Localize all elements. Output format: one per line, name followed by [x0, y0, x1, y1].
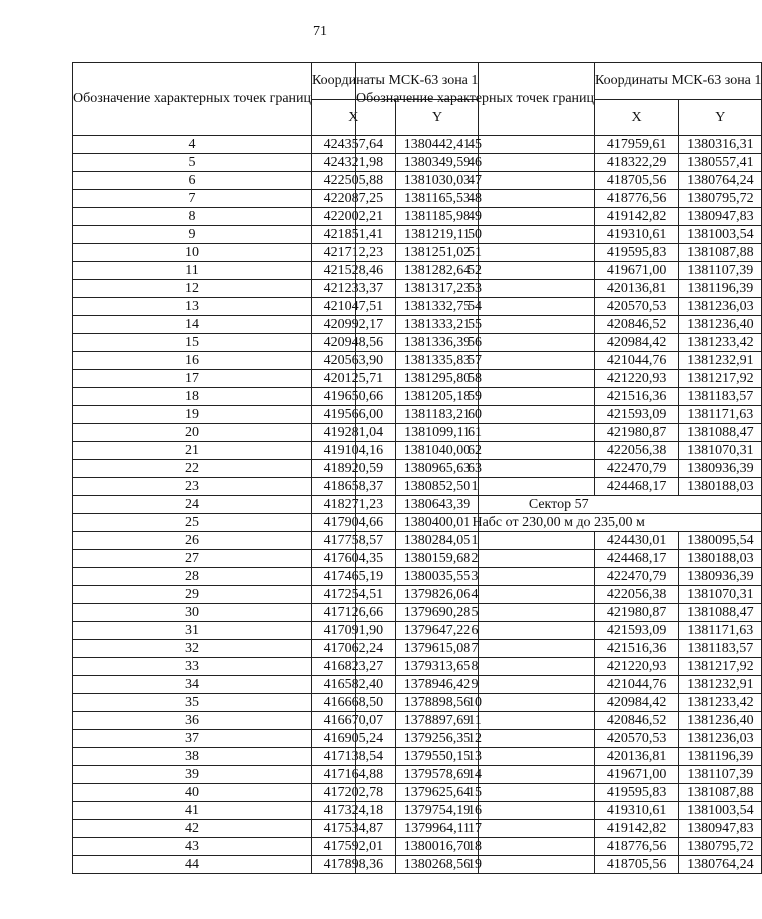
x-coordinate-cell: 419142,82 — [595, 820, 679, 838]
point-number-cell: 6 — [73, 172, 312, 190]
y-coordinate-cell: 1381003,54 — [679, 802, 762, 820]
table-row — [356, 784, 762, 802]
x-coordinate-cell: 417062,24 — [312, 640, 396, 658]
point-number-cell: 4 — [73, 136, 312, 154]
x-coordinate-cell: 419281,04 — [312, 424, 396, 442]
point-number-cell: 29 — [73, 586, 312, 604]
y-coordinate-cell: 1380764,24 — [679, 172, 762, 190]
x-coordinate-cell: 419142,82 — [595, 208, 679, 226]
point-number-cell: 7 — [356, 640, 595, 658]
y-coordinate-cell: 1379550,15 — [395, 748, 479, 766]
y-coordinate-cell: 1379690,28 — [395, 604, 479, 622]
y-coordinate-cell: 1380188,03 — [679, 478, 762, 496]
y-coordinate-cell: 1381332,75 — [395, 298, 479, 316]
x-coordinate-cell: 417324,18 — [312, 802, 396, 820]
x-coordinate-cell: 419671,00 — [595, 262, 679, 280]
point-number-cell: 55 — [356, 316, 595, 334]
point-number-cell: 3 — [356, 568, 595, 586]
y-coordinate-cell: 1379256,35 — [395, 730, 479, 748]
y-coordinate-cell: 1380947,83 — [679, 820, 762, 838]
x-coordinate-cell: 424357,64 — [312, 136, 396, 154]
y-coordinate-cell: 1379313,65 — [395, 658, 479, 676]
x-coordinate-cell: 421712,23 — [312, 244, 396, 262]
x-coordinate-cell: 420570,53 — [595, 730, 679, 748]
x-coordinate-cell: 417164,88 — [312, 766, 396, 784]
y-coordinate-cell: 1381236,03 — [679, 298, 762, 316]
y-coordinate-cell: 1380764,24 — [679, 856, 762, 874]
point-number-cell: 8 — [73, 208, 312, 226]
x-coordinate-cell: 419595,83 — [595, 244, 679, 262]
y-column-header: Y — [395, 100, 479, 136]
point-number-cell: 37 — [73, 730, 312, 748]
point-number-cell: 54 — [356, 298, 595, 316]
y-coordinate-cell: 1381282,64 — [395, 262, 479, 280]
y-coordinate-cell: 1381217,92 — [679, 370, 762, 388]
x-column-header: X — [312, 100, 396, 136]
x-coordinate-cell: 417126,66 — [312, 604, 396, 622]
point-number-cell: 2 — [356, 550, 595, 568]
y-coordinate-cell: 1380442,41 — [395, 136, 479, 154]
coordinates-table-right — [355, 62, 762, 874]
x-coordinate-cell: 416582,40 — [312, 676, 396, 694]
right-table-body — [356, 136, 762, 874]
point-number-cell: 16 — [356, 802, 595, 820]
y-coordinate-cell: 1380095,54 — [679, 532, 762, 550]
point-number-cell: 13 — [356, 748, 595, 766]
y-coordinate-cell: 1381030,03 — [395, 172, 479, 190]
point-number-cell: 42 — [73, 820, 312, 838]
x-coordinate-cell: 417959,61 — [595, 136, 679, 154]
x-coordinate-cell: 420136,81 — [595, 280, 679, 298]
y-coordinate-cell: 1381236,03 — [679, 730, 762, 748]
point-number-cell: 15 — [73, 334, 312, 352]
y-coordinate-cell: 1378946,42 — [395, 676, 479, 694]
table-row — [356, 424, 762, 442]
point-number-cell: 20 — [73, 424, 312, 442]
table-row — [356, 676, 762, 694]
x-coordinate-cell: 417202,78 — [312, 784, 396, 802]
y-coordinate-cell: 1380268,56 — [395, 856, 479, 874]
point-number-cell: 56 — [356, 334, 595, 352]
point-number-cell: 36 — [73, 712, 312, 730]
table-row — [356, 586, 762, 604]
table-row — [356, 658, 762, 676]
table-row — [356, 766, 762, 784]
point-number-cell: 22 — [73, 460, 312, 478]
x-coordinate-cell: 421220,93 — [595, 658, 679, 676]
x-coordinate-cell: 422470,79 — [595, 568, 679, 586]
table-row — [356, 604, 762, 622]
x-coordinate-cell: 421516,36 — [595, 388, 679, 406]
y-coordinate-cell: 1380400,01 — [395, 514, 479, 532]
point-number-cell: 1 — [356, 478, 595, 496]
point-number-cell: 35 — [73, 694, 312, 712]
x-coordinate-cell: 418271,23 — [312, 496, 396, 514]
point-number-cell: 21 — [73, 442, 312, 460]
table-row — [356, 172, 762, 190]
point-number-cell: 11 — [73, 262, 312, 280]
point-number-cell: 28 — [73, 568, 312, 586]
table-row — [356, 136, 762, 154]
y-coordinate-cell: 1378898,56 — [395, 694, 479, 712]
y-coordinate-cell: 1381219,11 — [395, 226, 479, 244]
point-number-cell: 25 — [73, 514, 312, 532]
x-coordinate-cell: 420992,17 — [312, 316, 396, 334]
point-number-cell: 39 — [73, 766, 312, 784]
table-row — [356, 640, 762, 658]
y-coordinate-cell: 1380795,72 — [679, 838, 762, 856]
point-number-cell: 7 — [73, 190, 312, 208]
point-number-cell: 57 — [356, 352, 595, 370]
point-number-cell: 58 — [356, 370, 595, 388]
y-coordinate-cell: 1380188,03 — [679, 550, 762, 568]
x-coordinate-cell: 424430,01 — [595, 532, 679, 550]
x-coordinate-cell: 422087,25 — [312, 190, 396, 208]
sector-subtitle-row — [356, 514, 762, 532]
point-number-cell: 31 — [73, 622, 312, 640]
x-coordinate-cell: 421528,46 — [312, 262, 396, 280]
point-number-cell: 15 — [356, 784, 595, 802]
point-number-cell: 5 — [73, 154, 312, 172]
sector-title-row — [356, 496, 762, 514]
table-row — [356, 442, 762, 460]
table-row — [356, 568, 762, 586]
x-coordinate-cell: 421044,76 — [595, 676, 679, 694]
x-coordinate-cell: 419671,00 — [595, 766, 679, 784]
x-coordinate-cell: 421516,36 — [595, 640, 679, 658]
x-coordinate-cell: 424468,17 — [595, 478, 679, 496]
point-number-cell: 9 — [73, 226, 312, 244]
y-coordinate-cell: 1379647,22 — [395, 622, 479, 640]
y-coordinate-cell: 1380035,55 — [395, 568, 479, 586]
point-column-header: Обозначение характерных точек границ — [73, 63, 312, 136]
point-number-cell: 5 — [356, 604, 595, 622]
x-coordinate-cell: 417465,19 — [312, 568, 396, 586]
x-coordinate-cell: 419104,16 — [312, 442, 396, 460]
y-coordinate-cell: 1379625,64 — [395, 784, 479, 802]
y-coordinate-cell: 1379826,06 — [395, 586, 479, 604]
sector-subtitle: Набс от 230,00 м до 235,00 м — [356, 514, 762, 532]
x-coordinate-cell: 422002,21 — [312, 208, 396, 226]
x-coordinate-cell: 422056,38 — [595, 442, 679, 460]
x-coordinate-cell: 417254,51 — [312, 586, 396, 604]
x-coordinate-cell: 417904,66 — [312, 514, 396, 532]
y-coordinate-cell: 1381183,57 — [679, 640, 762, 658]
x-coordinate-cell: 419595,83 — [595, 784, 679, 802]
coordinates-column-header: Координаты МСК-63 зона 1 — [595, 63, 762, 100]
y-coordinate-cell: 1381317,23 — [395, 280, 479, 298]
y-coordinate-cell: 1381107,39 — [679, 766, 762, 784]
y-coordinate-cell: 1380159,68 — [395, 550, 479, 568]
table-row — [356, 280, 762, 298]
x-coordinate-cell: 418776,56 — [595, 190, 679, 208]
y-coordinate-cell: 1381003,54 — [679, 226, 762, 244]
x-coordinate-cell: 421851,41 — [312, 226, 396, 244]
y-coordinate-cell: 1381087,88 — [679, 784, 762, 802]
point-number-cell: 14 — [73, 316, 312, 334]
y-coordinate-cell: 1381040,00 — [395, 442, 479, 460]
y-coordinate-cell: 1381088,47 — [679, 604, 762, 622]
y-coordinate-cell: 1380947,83 — [679, 208, 762, 226]
x-coordinate-cell: 418705,56 — [595, 172, 679, 190]
point-number-cell: 6 — [356, 622, 595, 640]
x-coordinate-cell: 418322,29 — [595, 154, 679, 172]
x-coordinate-cell: 420984,42 — [595, 694, 679, 712]
table-row — [356, 388, 762, 406]
y-coordinate-cell: 1381336,39 — [395, 334, 479, 352]
x-coordinate-cell: 420136,81 — [595, 748, 679, 766]
table-row — [356, 406, 762, 424]
point-number-cell: 12 — [73, 280, 312, 298]
y-coordinate-cell: 1381185,98 — [395, 208, 479, 226]
x-coordinate-cell: 421233,37 — [312, 280, 396, 298]
y-coordinate-cell: 1381088,47 — [679, 424, 762, 442]
point-number-cell: 52 — [356, 262, 595, 280]
point-number-cell: 16 — [73, 352, 312, 370]
x-coordinate-cell: 420846,52 — [595, 712, 679, 730]
x-coordinate-cell: 417592,01 — [312, 838, 396, 856]
point-number-cell: 47 — [356, 172, 595, 190]
y-coordinate-cell: 1381087,88 — [679, 244, 762, 262]
table-row — [356, 334, 762, 352]
y-coordinate-cell: 1381099,11 — [395, 424, 479, 442]
y-coordinate-cell: 1381107,39 — [679, 262, 762, 280]
y-coordinate-cell: 1381233,42 — [679, 694, 762, 712]
point-number-cell: 11 — [356, 712, 595, 730]
x-coordinate-cell: 416668,50 — [312, 694, 396, 712]
x-coordinate-cell: 421044,76 — [595, 352, 679, 370]
y-coordinate-cell: 1381335,83 — [395, 352, 479, 370]
y-coordinate-cell: 1381183,57 — [679, 388, 762, 406]
point-number-cell: 19 — [356, 856, 595, 874]
point-number-cell: 19 — [73, 406, 312, 424]
x-column-header: X — [595, 100, 679, 136]
y-coordinate-cell: 1381251,02 — [395, 244, 479, 262]
table-row — [356, 460, 762, 478]
y-coordinate-cell: 1380852,50 — [395, 478, 479, 496]
y-coordinate-cell: 1381205,18 — [395, 388, 479, 406]
y-coordinate-cell: 1381196,39 — [679, 280, 762, 298]
x-coordinate-cell: 417091,90 — [312, 622, 396, 640]
x-coordinate-cell: 418705,56 — [595, 856, 679, 874]
x-coordinate-cell: 424321,98 — [312, 154, 396, 172]
coordinates-column-header: Координаты МСК-63 зона 1 — [312, 63, 479, 100]
y-coordinate-cell: 1378897,69 — [395, 712, 479, 730]
y-coordinate-cell: 1381232,91 — [679, 352, 762, 370]
x-coordinate-cell: 420984,42 — [595, 334, 679, 352]
x-coordinate-cell: 416670,07 — [312, 712, 396, 730]
y-coordinate-cell: 1381070,31 — [679, 442, 762, 460]
point-number-cell: 45 — [356, 136, 595, 154]
x-coordinate-cell: 421980,87 — [595, 604, 679, 622]
point-number-cell: 46 — [356, 154, 595, 172]
y-coordinate-cell: 1381171,63 — [679, 406, 762, 424]
table-row — [356, 190, 762, 208]
y-coordinate-cell: 1380936,39 — [679, 568, 762, 586]
point-number-cell: 62 — [356, 442, 595, 460]
table-row — [356, 622, 762, 640]
x-coordinate-cell: 416905,24 — [312, 730, 396, 748]
x-coordinate-cell: 421980,87 — [595, 424, 679, 442]
table-row — [356, 856, 762, 874]
point-column-header: Обозначение характерных точек границ — [356, 63, 595, 136]
y-coordinate-cell: 1381333,21 — [395, 316, 479, 334]
point-number-cell: 17 — [73, 370, 312, 388]
x-coordinate-cell: 417534,87 — [312, 820, 396, 838]
point-number-cell: 59 — [356, 388, 595, 406]
table-row — [356, 262, 762, 280]
point-number-cell: 12 — [356, 730, 595, 748]
x-coordinate-cell: 419310,61 — [595, 802, 679, 820]
point-number-cell: 8 — [356, 658, 595, 676]
point-number-cell: 26 — [73, 532, 312, 550]
x-coordinate-cell: 421047,51 — [312, 298, 396, 316]
table-row — [356, 820, 762, 838]
point-number-cell: 27 — [73, 550, 312, 568]
table-row — [356, 712, 762, 730]
y-coordinate-cell: 1380284,05 — [395, 532, 479, 550]
point-number-cell: 50 — [356, 226, 595, 244]
y-coordinate-cell: 1381183,21 — [395, 406, 479, 424]
x-coordinate-cell: 419310,61 — [595, 226, 679, 244]
point-number-cell: 13 — [73, 298, 312, 316]
x-coordinate-cell: 422505,88 — [312, 172, 396, 190]
point-number-cell: 51 — [356, 244, 595, 262]
y-coordinate-cell: 1379964,11 — [395, 820, 479, 838]
x-coordinate-cell: 422056,38 — [595, 586, 679, 604]
point-number-cell: 34 — [73, 676, 312, 694]
y-coordinate-cell: 1381217,92 — [679, 658, 762, 676]
table-row — [356, 352, 762, 370]
table-row — [356, 154, 762, 172]
x-coordinate-cell: 417898,36 — [312, 856, 396, 874]
table-row — [356, 694, 762, 712]
x-coordinate-cell: 421593,09 — [595, 406, 679, 424]
y-coordinate-cell: 1381165,53 — [395, 190, 479, 208]
table-row — [356, 838, 762, 856]
x-coordinate-cell: 420563,90 — [312, 352, 396, 370]
table-row — [356, 550, 762, 568]
x-coordinate-cell: 421593,09 — [595, 622, 679, 640]
y-coordinate-cell: 1381233,42 — [679, 334, 762, 352]
x-coordinate-cell: 416823,27 — [312, 658, 396, 676]
y-coordinate-cell: 1381196,39 — [679, 748, 762, 766]
x-coordinate-cell: 417604,35 — [312, 550, 396, 568]
point-number-cell: 1 — [356, 532, 595, 550]
y-column-header: Y — [679, 100, 762, 136]
y-coordinate-cell: 1379578,69 — [395, 766, 479, 784]
point-number-cell: 23 — [73, 478, 312, 496]
table-row — [356, 298, 762, 316]
x-coordinate-cell: 420570,53 — [595, 298, 679, 316]
table-row — [356, 802, 762, 820]
point-number-cell: 53 — [356, 280, 595, 298]
x-coordinate-cell: 418776,56 — [595, 838, 679, 856]
point-number-cell: 10 — [73, 244, 312, 262]
table-row — [356, 748, 762, 766]
point-number-cell: 60 — [356, 406, 595, 424]
point-number-cell: 49 — [356, 208, 595, 226]
x-coordinate-cell: 419566,00 — [312, 406, 396, 424]
point-number-cell: 10 — [356, 694, 595, 712]
y-coordinate-cell: 1381295,80 — [395, 370, 479, 388]
y-coordinate-cell: 1380795,72 — [679, 190, 762, 208]
y-coordinate-cell: 1380316,31 — [679, 136, 762, 154]
y-coordinate-cell: 1380557,41 — [679, 154, 762, 172]
table-row — [356, 226, 762, 244]
point-number-cell: 32 — [73, 640, 312, 658]
point-number-cell: 63 — [356, 460, 595, 478]
y-coordinate-cell: 1381236,40 — [679, 316, 762, 334]
y-coordinate-cell: 1381171,63 — [679, 622, 762, 640]
point-number-cell: 4 — [356, 586, 595, 604]
y-coordinate-cell: 1381070,31 — [679, 586, 762, 604]
table-row — [356, 478, 762, 496]
table-row — [356, 244, 762, 262]
table-row — [356, 316, 762, 334]
x-coordinate-cell: 418920,59 — [312, 460, 396, 478]
point-number-cell: 17 — [356, 820, 595, 838]
x-coordinate-cell: 420948,56 — [312, 334, 396, 352]
point-number-cell: 40 — [73, 784, 312, 802]
y-coordinate-cell: 1381236,40 — [679, 712, 762, 730]
point-number-cell: 14 — [356, 766, 595, 784]
y-coordinate-cell: 1380965,63 — [395, 460, 479, 478]
point-number-cell: 24 — [73, 496, 312, 514]
point-number-cell: 33 — [73, 658, 312, 676]
point-number-cell: 38 — [73, 748, 312, 766]
x-coordinate-cell: 422470,79 — [595, 460, 679, 478]
table-row — [356, 208, 762, 226]
point-number-cell: 41 — [73, 802, 312, 820]
y-coordinate-cell: 1379615,08 — [395, 640, 479, 658]
sector-title: Сектор 57 — [356, 496, 762, 514]
y-coordinate-cell: 1379754,19 — [395, 802, 479, 820]
x-coordinate-cell: 417138,54 — [312, 748, 396, 766]
y-coordinate-cell: 1380349,59 — [395, 154, 479, 172]
table-row — [356, 730, 762, 748]
point-number-cell: 30 — [73, 604, 312, 622]
table-row — [356, 370, 762, 388]
point-number-cell: 18 — [73, 388, 312, 406]
point-number-cell: 61 — [356, 424, 595, 442]
point-number-cell: 44 — [73, 856, 312, 874]
point-number-cell: 9 — [356, 676, 595, 694]
x-coordinate-cell: 417758,57 — [312, 532, 396, 550]
y-coordinate-cell: 1380936,39 — [679, 460, 762, 478]
x-coordinate-cell: 419650,66 — [312, 388, 396, 406]
y-coordinate-cell: 1381232,91 — [679, 676, 762, 694]
y-coordinate-cell: 1380016,70 — [395, 838, 479, 856]
table-row — [356, 532, 762, 550]
x-coordinate-cell: 421220,93 — [595, 370, 679, 388]
point-number-cell: 18 — [356, 838, 595, 856]
x-coordinate-cell: 418658,37 — [312, 478, 396, 496]
page-number: 71 — [313, 24, 327, 39]
x-coordinate-cell: 424468,17 — [595, 550, 679, 568]
point-number-cell: 48 — [356, 190, 595, 208]
x-coordinate-cell: 420125,71 — [312, 370, 396, 388]
x-coordinate-cell: 420846,52 — [595, 316, 679, 334]
point-number-cell: 43 — [73, 838, 312, 856]
y-coordinate-cell: 1380643,39 — [395, 496, 479, 514]
